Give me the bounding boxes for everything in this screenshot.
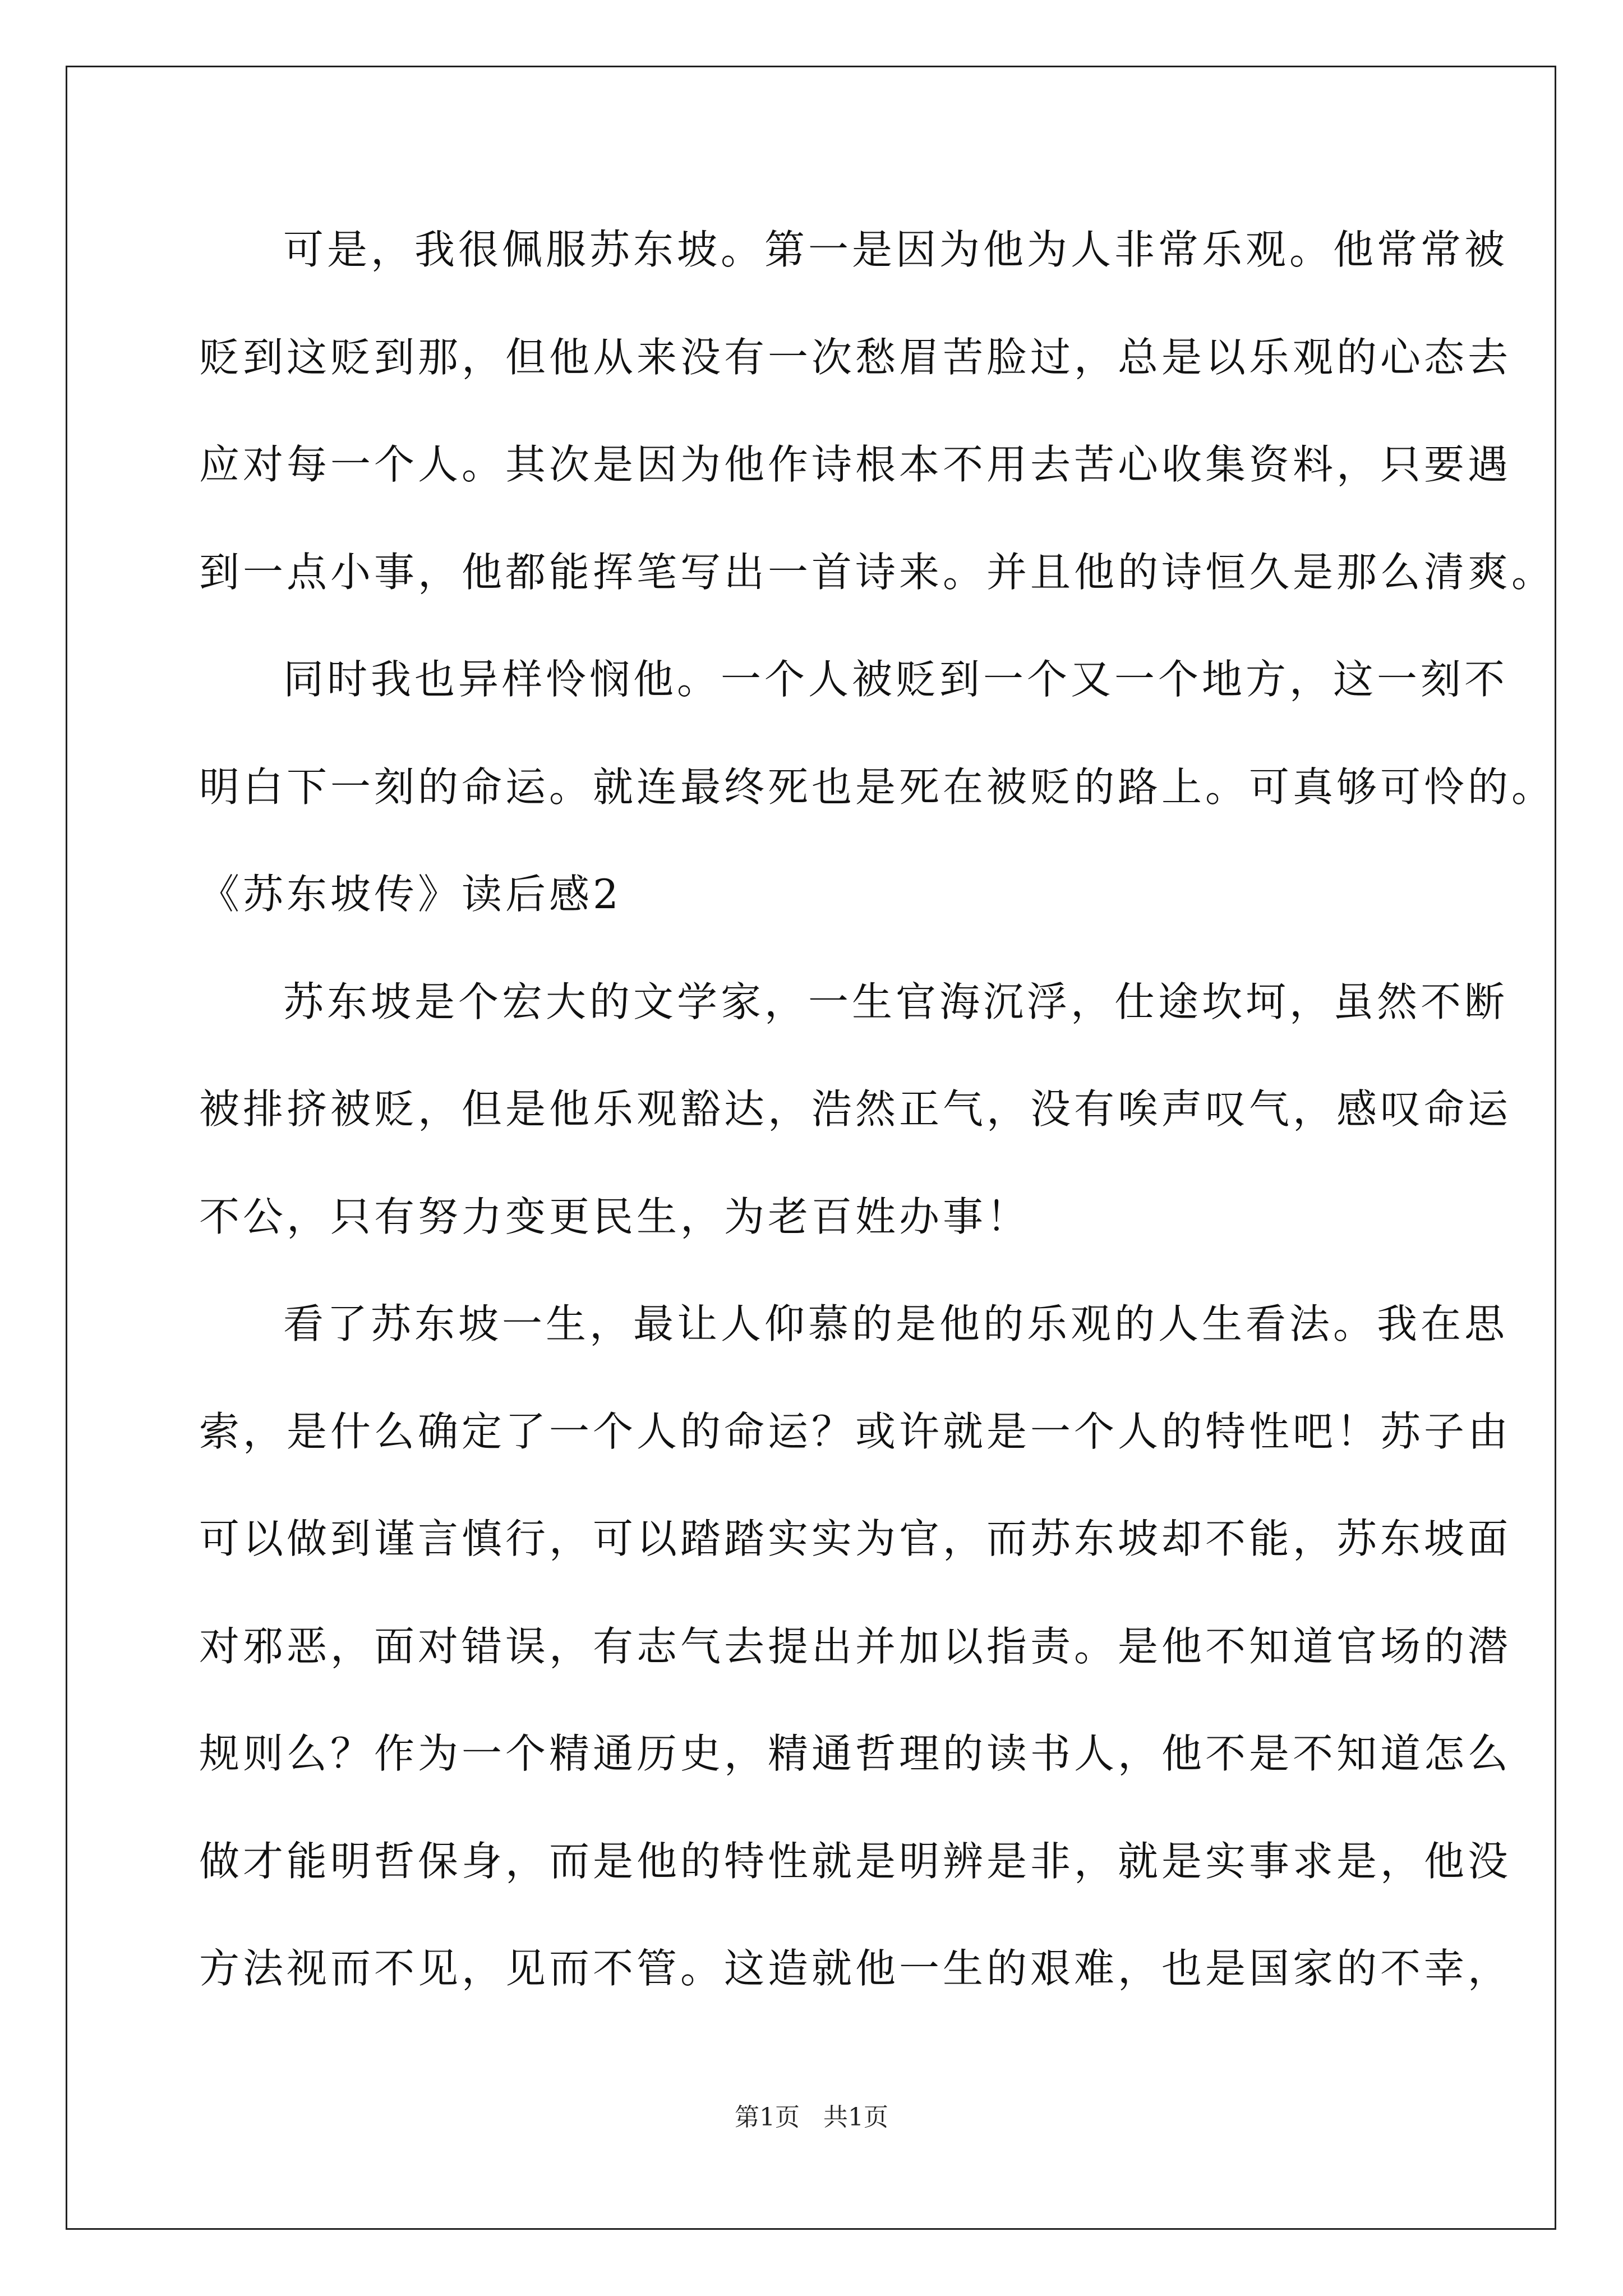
section-heading: 《苏东坡传》读后感2 — [199, 871, 622, 918]
text-line: 规则么？作为一个精通历史，精通哲理的读书人，他不是不知道怎么 — [199, 1730, 1512, 1777]
document-body — [199, 208, 1556, 2034]
text-line: 可是，我很佩服苏东坡。第一是因为他为人非常乐观。他常常被 — [283, 226, 1509, 273]
text-line: 做才能明哲保身，而是他的特性就是明辨是非，就是实事求是，他没 — [199, 1837, 1512, 1885]
text-line: 明白下一刻的命运。就连最终死也是死在被贬的路上。可真够可怜的。 — [199, 763, 1556, 811]
text-line: 苏东坡是个宏大的文学家，一生官海沉浮，仕途坎坷，虽然不断 — [283, 978, 1509, 1025]
text-line: 应对每一个人。其次是因为他作诗根本不用去苦心收集资料，只要遇 — [199, 441, 1512, 488]
text-line: 被排挤被贬，但是他乐观豁达，浩然正气，没有唉声叹气，感叹命运 — [199, 1085, 1512, 1133]
text-line: 同时我也异样怜悯他。一个人被贬到一个又一个地方，这一刻不 — [283, 656, 1509, 703]
text-line: 对邪恶，面对错误，有志气去提出并加以指责。是他不知道官场的潜 — [199, 1622, 1512, 1670]
text-line: 方法视而不见，见而不管。这造就他一生的艰难，也是国家的不幸， — [199, 1945, 1512, 1992]
text-line: 索，是什么确定了一个人的命运？或许就是一个人的特性吧！苏子由 — [199, 1407, 1512, 1455]
text-line: 可以做到谨言慎行，可以踏踏实实为官，而苏东坡却不能，苏东坡面 — [199, 1515, 1512, 1562]
page-number-footer: 第1页 共1页 — [735, 2103, 888, 2132]
text-line: 不公，只有努力变更民生，为老百姓办事！ — [199, 1193, 1031, 1240]
text-line: 看了苏东坡一生，最让人仰慕的是他的乐观的人生看法。我在思 — [283, 1300, 1509, 1347]
text-line: 到一点小事，他都能挥笔写出一首诗来。并且他的诗恒久是那么清爽。 — [199, 548, 1556, 596]
text-line: 贬到这贬到那，但他从来没有一次愁眉苦脸过，总是以乐观的心态去 — [199, 333, 1512, 381]
